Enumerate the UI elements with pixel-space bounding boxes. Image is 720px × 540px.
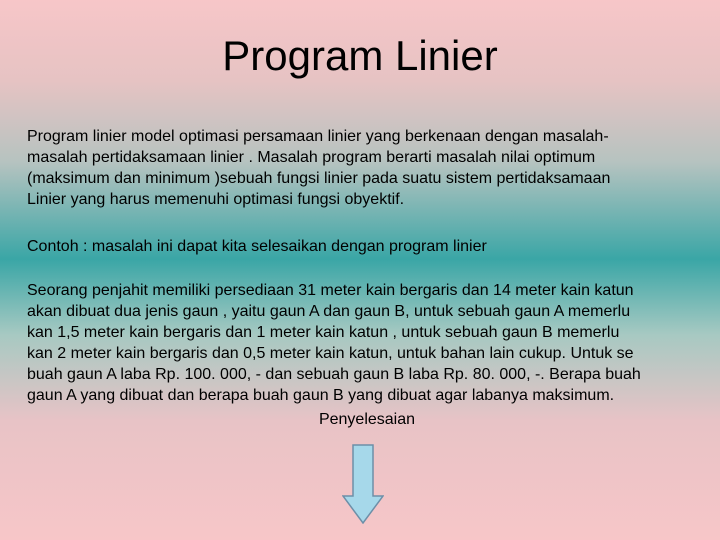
slide-title: Program Linier (222, 32, 498, 79)
down-arrow-icon (342, 444, 384, 524)
example-paragraph: Contoh : masalah ini dapat kita selesaikan dengan program linier (27, 238, 487, 255)
definition-paragraph: Program linier model optimasi persamaan linier yang berkenaan dengan masalah- masalah pertidaksamaan linier . Masalah program berarti masalah nilai optimum (maksimum dan minimum )sebuah fungsi linier pada suatu sistem pertidaksamaan Linier yang harus memenuhi optimasi fungsi obyektif. (27, 128, 611, 208)
solution-label: Penyelesaian (318, 411, 416, 428)
problem-paragraph: Seorang penjahit memiliki persediaan 31 meter kain bergaris dan 14 meter kain katun akan dibuat dua jenis gaun , yaitu gaun A dan gaun B, untuk sebuah gaun A memerlu kan 1,5 meter kain bergaris dan 1 meter kain katun , untuk sebuah gaun B memerlu kan 2 meter kain bergaris dan 0,5 meter kain katun, untuk bahan lain cukup. Untuk se buah gaun A laba Rp. 100. 000, - dan sebuah gaun B laba Rp. 80. 000, -. Berapa buah gaun A yang dibuat dan berapa buah gaun B yang dibuat agar labanya maksimum. (27, 282, 641, 404)
